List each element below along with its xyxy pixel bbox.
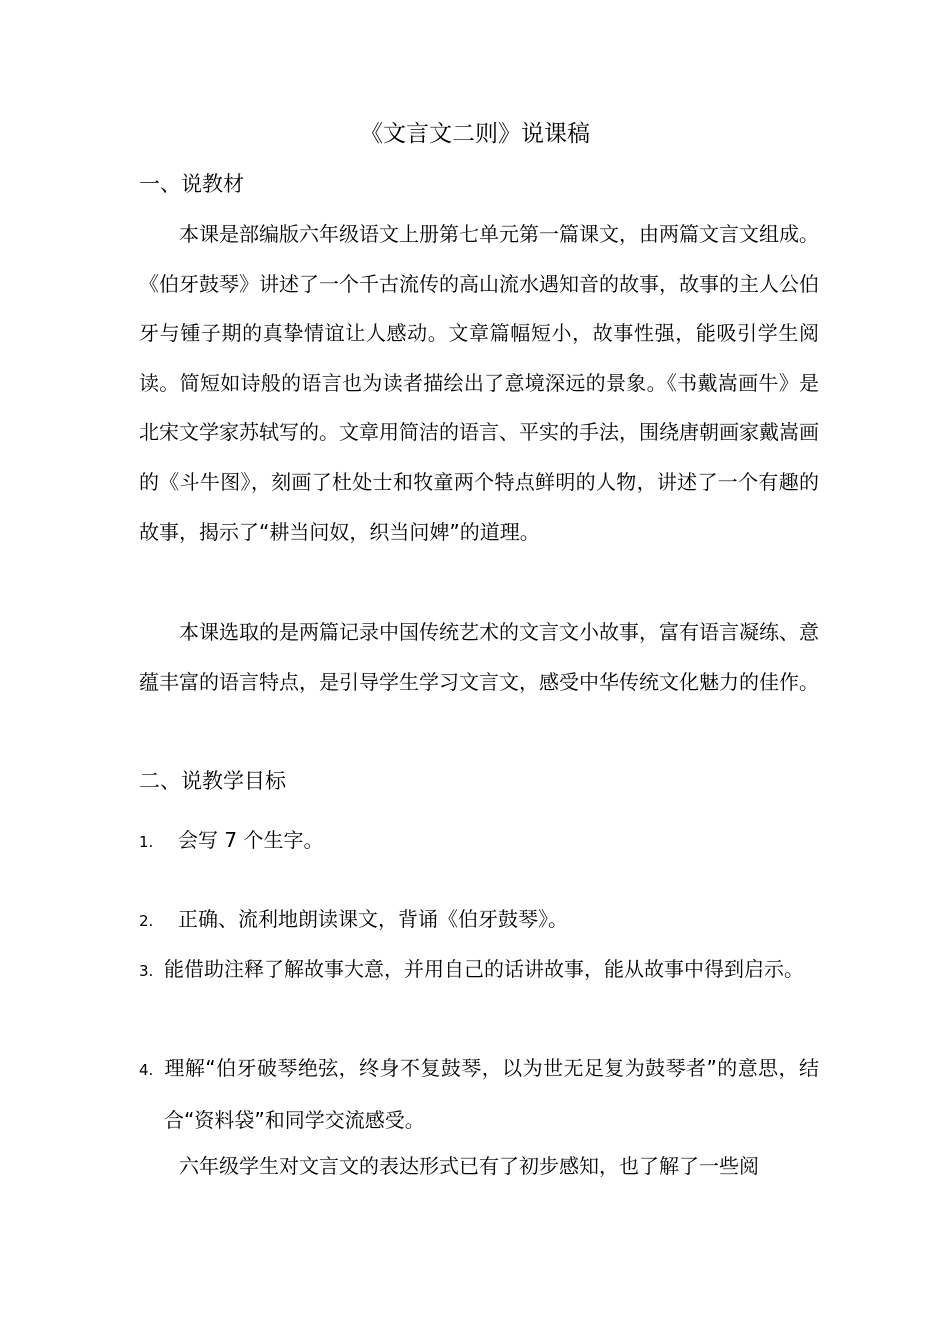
objective-number: 1. — [139, 833, 154, 851]
paragraph-student-analysis: 六年级学生对文言文的表达形式已有了初步感知，也了解了一些阅 — [179, 1154, 759, 1178]
paragraph-textbook-intro: 本课是部编版六年级语文上册第七单元第一篇课文，由两篇文言文组成。《伯牙鼓琴》讲述了一个千古流传的高山流水遇知音的故事，故事的主人公伯牙与锺子期的真挚情谊让人感动。文章篇幅短小，故事性强，能吸引学生阅读。简短如诗般的语言也为读者描绘出了意境深远的景象。《书戴嵩画牛》是北宋文学家苏轼写的。文章用简洁的语言、平实的手法，围绕唐朝画家戴嵩画的《斗牛图》，刻画了杜处士和牧童两个特点鲜明的人物，讲述了一个有趣的故事，揭示了“耕当问奴，织当问婢”的道理。 — [139, 222, 819, 544]
document-title: 《文言文二则》说课稿 — [360, 121, 590, 147]
objective-text: 正确、流利地朗读课文，背诵《伯牙鼓琴》。 — [178, 907, 568, 931]
section-heading-objectives: 二、说教学目标 — [139, 769, 286, 793]
objective-text: 能借助注释了解故事大意，并用自己的话讲故事，能从故事中得到启示。 — [164, 957, 804, 981]
objective-number: 4. — [139, 1061, 154, 1079]
objective-text: 理解“伯牙破琴绝弦，终身不复鼓琴，以为世无足复为鼓琴者”的意思，结合“资料袋”和同学交流感受。 — [164, 1056, 819, 1132]
objective-item-2 — [139, 894, 819, 946]
objective-item-4 — [139, 1043, 819, 1145]
objective-number: 2. — [139, 912, 154, 930]
objective-number: 3. — [139, 962, 154, 980]
paragraph-textbook-summary: 本课选取的是两篇记录中国传统艺术的文言文小故事，富有语言凝练、意蕴丰富的语言特点，是引导学生学习文言文，感受中华传统文化魅力的佳作。 — [139, 620, 819, 694]
objective-text: 会写 7 个生字。 — [178, 828, 324, 852]
objective-item-1 — [139, 815, 819, 867]
section-heading-textbook: 一、说教材 — [139, 172, 244, 196]
objective-item-3 — [139, 944, 819, 996]
